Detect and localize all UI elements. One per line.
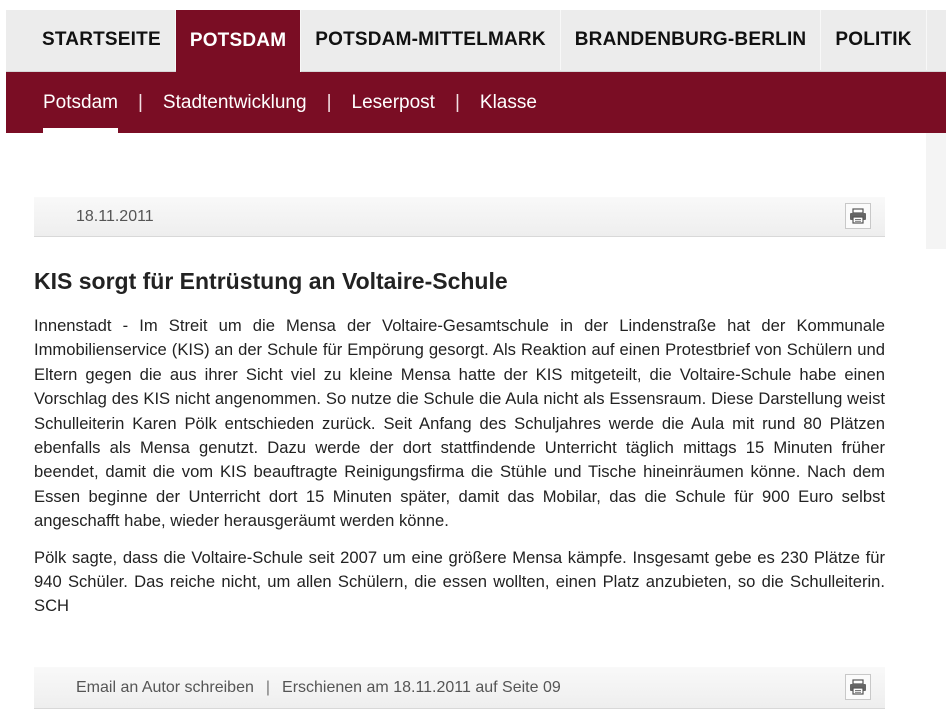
main-navigation — [6, 10, 946, 72]
subnav-stadtentwicklung[interactable]: Stadtentwicklung — [162, 91, 307, 113]
article-paragraph: Innenstadt - Im Streit um die Mensa der Voltaire-Gesamtschule in der Lindenstraße hat der Kommunale Immobilienservice (KIS) an der Schule für Empörung gesorgt. Als Reaktion auf einen Protestbrief von Schülern und Eltern gegen die aus ihrer Sicht viel zu kleine Mensa hatte der KIS mitgeteilt, die Voltaire-Schule habe einen Vorschlag des KIS nicht angenommen. So nutze die Schule die Aula nicht als Essensraum. Diese Darstellung weist Schulleiterin Karen Pölk entschieden zurück. Seit Anfang des Schuljahres werde die Aula mit rund 80 Plätzen ebenfalls als Mensa genutzt. Dazu werde der dort stattfindende Unterricht täglich mittags 15 Minuten früher beendet, damit die vom KIS beauftragte Reinigungsfirma die Stühle und Tische hineinräumen könne. Nach dem Essen beginne der Unterricht dort 15 Minuten später, damit das Mobilar, das die Schule für 900 Euro selbst angeschafft habe, wieder herausgeräumt werden könne. — [34, 316, 885, 531]
subnav-klasse[interactable]: Klasse — [479, 91, 537, 113]
subnav-separator: | — [137, 91, 143, 113]
print-button-bottom[interactable] — [845, 674, 871, 700]
subnav-separator: | — [326, 91, 332, 113]
printer-icon — [849, 208, 867, 224]
article-date: 18.11.2011 — [76, 207, 154, 225]
article-body — [34, 314, 885, 631]
nav-brandenburg-berlin[interactable]: BRANDENBURG-BERLIN — [561, 10, 822, 70]
article-footer-bar — [34, 667, 885, 709]
printer-icon — [849, 679, 867, 695]
email-author-link[interactable]: Email an Autor schreiben — [76, 678, 254, 696]
published-info: Erschienen am 18.11.2011 auf Seite 09 — [282, 678, 561, 696]
article-paragraph: Pölk sagte, dass die Voltaire-Schule seit 2007 um eine größere Mensa kämpfe. Insgesamt gebe es 230 Plätze für 940 Schüler. Das reiche nicht, um allen Schülern, die essen wollten, einen Platz anzubieten, so die Schulleiterin. SCH — [34, 547, 885, 616]
sub-navigation — [6, 72, 946, 133]
subnav-leserpost[interactable]: Leserpost — [351, 91, 435, 113]
subnav-potsdam[interactable]: Potsdam — [43, 72, 118, 133]
nav-startseite[interactable]: STARTSEITE — [6, 10, 176, 70]
subnav-separator: | — [454, 91, 460, 113]
nav-politik[interactable]: POLITIK — [821, 10, 926, 70]
article-meta-bar — [34, 197, 885, 237]
article-title: KIS sorgt für Entrüstung an Voltaire-Schule — [34, 268, 508, 294]
print-button[interactable] — [845, 203, 871, 229]
footer-separator: | — [265, 678, 271, 696]
sidebar-edge — [926, 133, 946, 249]
nav-potsdam[interactable]: POTSDAM — [176, 10, 301, 72]
nav-potsdam-mittelmark[interactable]: POTSDAM-MITTELMARK — [301, 10, 561, 70]
